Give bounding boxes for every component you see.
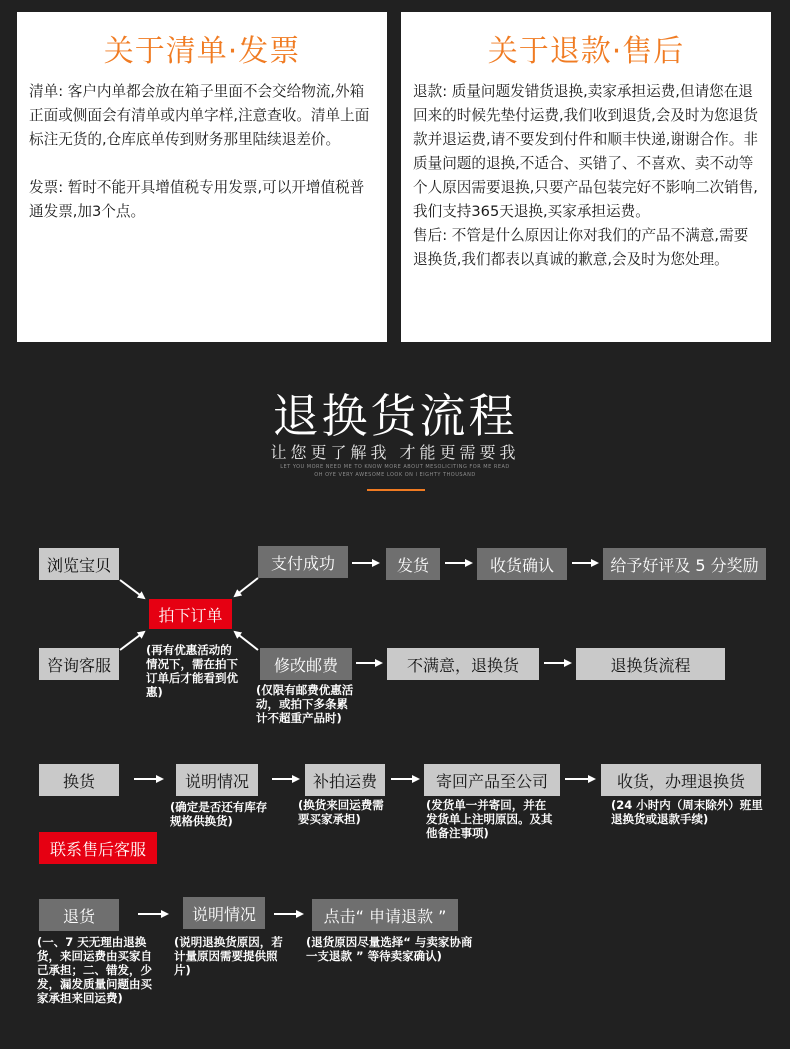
explain-return-box: 说明情况 [183, 897, 265, 929]
arrow-icon [235, 578, 258, 596]
consult-service-box: 咨询客服 [39, 648, 119, 680]
ship-box: 发货 [386, 548, 440, 580]
refund-text: 退款: 质量问题发错货退换,卖家承担运费,但请您在退回来的时候先垫付运费,我们收到退货,会及时为您退货款并退运费,请不要发到付件和顺丰快递,谢谢合作。非质量问题的退换,不适合、买错了、不喜欢、卖不动等个人原因需要退换,只要产品包装完好不影响二次销售,我们支持365天退换,买家承担运费。 [413, 83, 758, 220]
flow-english-line-2: OH OYE VERY AWESOME LOOK ON I EIGHTY THOUSAND [314, 472, 476, 478]
modify-postage-box: 修改邮费 [260, 648, 352, 680]
return-process-box: 退换货流程 [576, 648, 725, 680]
contact-after-sales-box: 联系售后客服 [39, 832, 157, 864]
browse-box: 浏览宝贝 [39, 548, 119, 580]
send-back-note: (发货单一并寄回，并在发货单上注明原因。及其他备注事项) [426, 798, 553, 840]
refund-card-title: 关于退款·售后 [487, 34, 685, 69]
packing-list-text: 清单: 客户内单都会放在箱子里面不会交给物流,外箱正面或侧面会有清单或内单字样,注意查收。清单上面标注无货的,仓库底单传到财务那里陆续退差价。 [29, 83, 370, 148]
flow-title: 退换货流程 [272, 389, 518, 443]
arrow-icon [120, 580, 144, 598]
confirm-receipt-box: 收货确认 [477, 548, 567, 580]
place-order-box: 拍下订单 [149, 599, 232, 629]
after-sales-text: 售后: 不管是什么原因让你对我们的产品不满意,需要退换货,我们都表以真诚的歉意,会及时为您处理。 [413, 227, 749, 268]
postage-note: (仅限有邮费优惠活动，或拍下多条累计不超重产品时) [256, 683, 354, 725]
flow-subtitle: 让您更了解我 才能更需要我 [270, 443, 520, 462]
apply-refund-box: 点击“ 申请退款 ” [312, 899, 458, 931]
flow-english-line-1: LET YOU MORE NEED ME TO KNOW MORE ABOUT MESOLICITING FOR ME READ [280, 464, 510, 470]
unsatisfied-box: 不满意，退换货 [387, 648, 539, 680]
return-reason-note: (说明退换货原因，若计量原因需要提供照片) [174, 935, 283, 977]
receive-process-box: 收货，办理退换货 [601, 764, 761, 796]
exchange-box: 换货 [39, 764, 119, 796]
receive-note: (24 小时内（周末除外）班里退换货或退款手续) [611, 798, 763, 826]
discount-note: (再有优惠活动的情况下，需在拍下订单后才能看到优惠) [146, 643, 238, 699]
stock-check-note: (确定是否还有库存规格供换货) [170, 800, 268, 828]
arrow-icon [120, 632, 144, 650]
pay-shipping-box: 补拍运费 [305, 764, 385, 796]
apply-refund-note: (退货原因尽量选择“ 与卖家协商一支退款 ” 等待卖家确认) [306, 935, 473, 963]
pay-success-box: 支付成功 [258, 546, 348, 578]
exchange-fee-note: (换货来回运费需要买家承担) [298, 798, 384, 826]
return-rules-note: (一、7 天无理由退换货，来回运费由买家自己承担；二、错发，少发，漏发质量问题由买家承担来回运费) [37, 935, 152, 1005]
return-goods-box: 退货 [39, 899, 119, 931]
review-reward-box: 给予好评及 5 分奖励 [603, 548, 766, 580]
invoice-text: 发票: 暂时不能开具增值税专用发票,可以开增值税普通发票,加3个点。 [29, 179, 365, 220]
invoice-card-title: 关于清单·发票 [103, 34, 301, 69]
send-back-box: 寄回产品至公司 [424, 764, 560, 796]
explain-situation-box: 说明情况 [176, 764, 258, 796]
